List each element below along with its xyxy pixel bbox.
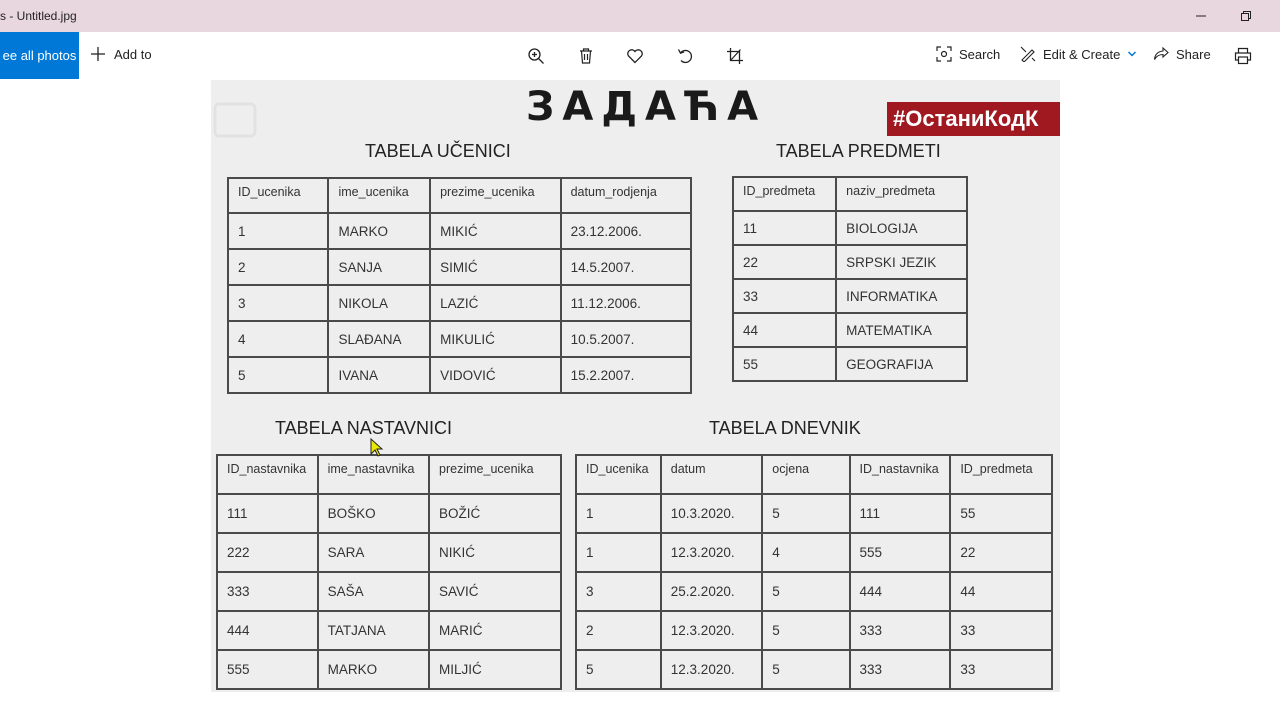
table-row (576, 572, 1052, 611)
table-cell: 333 (850, 650, 951, 689)
table-row (576, 494, 1052, 533)
predmeti-table (732, 176, 968, 382)
table-cell: 555 (850, 533, 951, 572)
table-header: datum_rodjenja (561, 178, 691, 213)
crop-icon (726, 47, 744, 65)
table-row (228, 249, 691, 285)
dnevnik-table (575, 454, 1053, 690)
crop-button[interactable] (725, 46, 745, 66)
table-cell: 4 (762, 533, 849, 572)
table-cell: 12.3.2020. (661, 533, 762, 572)
see-all-photos-button[interactable]: ee all photos (0, 32, 79, 79)
table-cell: BOŠKO (318, 494, 429, 533)
table-cell: SANJA (328, 249, 430, 285)
table-cell: 555 (217, 650, 318, 689)
table-cell: SAŠA (318, 572, 429, 611)
table-cell: 3 (576, 572, 661, 611)
watermark-logo (213, 102, 259, 140)
hashtag-banner: #ОстаниКодК (887, 102, 1060, 136)
table-cell: 5 (762, 494, 849, 533)
table-cell: SARA (318, 533, 429, 572)
table-header-row (576, 455, 1052, 494)
table-header: ID_ucenika (228, 178, 328, 213)
table-header: prezime_ucenika (430, 178, 561, 213)
table-cell: 44 (950, 572, 1052, 611)
table-row (228, 321, 691, 357)
table-header: ocjena (762, 455, 849, 494)
table-cell: MARIĆ (429, 611, 561, 650)
add-to-button[interactable] (90, 46, 152, 62)
table-row (576, 533, 1052, 572)
table-header: prezime_ucenika (429, 455, 561, 494)
table-cell: MIKIĆ (430, 213, 561, 249)
visual-search-icon (936, 46, 952, 62)
table-cell: 11 (733, 211, 836, 245)
photo-viewer-image (211, 80, 1060, 692)
table-header: datum (661, 455, 762, 494)
table-cell: MIKULIĆ (430, 321, 561, 357)
table-cell: LAZIĆ (430, 285, 561, 321)
table-cell: SRPSKI JEZIK (836, 245, 967, 279)
table-cell: NIKOLA (328, 285, 430, 321)
table-cell: 22 (733, 245, 836, 279)
share-button[interactable] (1153, 46, 1211, 62)
table-row (576, 611, 1052, 650)
table-cell: 111 (217, 494, 318, 533)
nastavnici-table (216, 454, 562, 690)
ucenici-caption: TABELA UČENICI (365, 141, 511, 161)
table-row (733, 245, 967, 279)
table-row (733, 211, 967, 245)
table-header: ID_nastavnika (850, 455, 951, 494)
search-label: Search (959, 46, 1001, 62)
table-cell: NIKIĆ (429, 533, 561, 572)
table-cell: 55 (950, 494, 1052, 533)
table-row (576, 650, 1052, 689)
table-cell: MATEMATIKA (836, 313, 967, 347)
table-cell: MARKO (318, 650, 429, 689)
chevron-down-icon (1127, 49, 1137, 59)
share-label: Share (1176, 46, 1211, 62)
plus-icon (90, 46, 106, 62)
table-row (217, 650, 561, 689)
table-cell: 33 (950, 650, 1052, 689)
table-cell: 25.2.2020. (661, 572, 762, 611)
table-row (733, 313, 967, 347)
dnevnik-caption: TABELA DNEVNIK (709, 418, 861, 438)
add-to-label: Add to (114, 46, 152, 62)
minimize-button[interactable] (1191, 6, 1211, 26)
table-cell: 12.3.2020. (661, 650, 762, 689)
table-row (733, 347, 967, 381)
table-header: ime_nastavnika (318, 455, 429, 494)
table-header: ID_ucenika (576, 455, 661, 494)
delete-button[interactable] (576, 46, 596, 66)
table-row (217, 572, 561, 611)
table-cell: 1 (576, 494, 661, 533)
zoom-in-icon (527, 47, 545, 65)
table-cell: 333 (217, 572, 318, 611)
table-cell: 5 (576, 650, 661, 689)
table-cell: 444 (217, 611, 318, 650)
table-cell: 5 (228, 357, 328, 393)
print-button[interactable] (1233, 46, 1253, 66)
table-header: naziv_predmeta (836, 177, 967, 211)
table-cell: VIDOVIĆ (430, 357, 561, 393)
table-cell: SAVIĆ (429, 572, 561, 611)
table-cell: 5 (762, 611, 849, 650)
table-row (228, 357, 691, 393)
table-cell: SLAĐANA (328, 321, 430, 357)
table-cell: 5 (762, 650, 849, 689)
table-cell: 1 (228, 213, 328, 249)
table-header-row (217, 455, 561, 494)
table-cell: 2 (576, 611, 661, 650)
table-cell: 44 (733, 313, 836, 347)
table-row (228, 285, 691, 321)
table-cell: 2 (228, 249, 328, 285)
table-header: ime_ucenika (328, 178, 430, 213)
table-cell: 5 (762, 572, 849, 611)
table-cell: BOŽIĆ (429, 494, 561, 533)
assignment-title: ЗАДАЋА (526, 84, 767, 130)
mouse-cursor-icon (370, 438, 384, 458)
table-cell: 22 (950, 533, 1052, 572)
table-row (733, 279, 967, 313)
table-cell: 222 (217, 533, 318, 572)
favorite-button[interactable] (625, 46, 645, 66)
nastavnici-caption: TABELA NASTAVNICI (275, 418, 453, 438)
table-cell: 33 (950, 611, 1052, 650)
trash-icon (577, 47, 595, 65)
table-cell: 444 (850, 572, 951, 611)
table-cell: 333 (850, 611, 951, 650)
table-row (228, 213, 691, 249)
table-cell: BIOLOGIJA (836, 211, 967, 245)
table-cell: MILJIĆ (429, 650, 561, 689)
table-cell: 10.5.2007. (561, 321, 691, 357)
minimize-icon (1195, 10, 1207, 22)
table-header: ID_nastavnika (217, 455, 318, 494)
table-cell: 3 (228, 285, 328, 321)
heart-icon (626, 47, 644, 65)
table-cell: 55 (733, 347, 836, 381)
table-cell: 10.3.2020. (661, 494, 762, 533)
predmeti-caption: TABELA PREDMETI (776, 141, 941, 161)
table-cell: 33 (733, 279, 836, 313)
table-cell: 14.5.2007. (561, 249, 691, 285)
share-icon (1153, 46, 1169, 62)
table-header-row (228, 178, 691, 213)
search-button[interactable] (936, 46, 1000, 62)
table-cell: SIMIĆ (430, 249, 561, 285)
ucenici-table (227, 177, 692, 394)
table-row (217, 611, 561, 650)
restore-icon (1240, 10, 1252, 22)
table-cell: 15.2.2007. (561, 357, 691, 393)
table-cell: INFORMATIKA (836, 279, 967, 313)
table-cell: 23.12.2006. (561, 213, 691, 249)
table-cell: 11.12.2006. (561, 285, 691, 321)
table-row (217, 494, 561, 533)
table-row (217, 533, 561, 572)
edit-create-label: Edit & Create (1043, 46, 1121, 62)
rotate-icon (676, 47, 694, 65)
table-cell: 12.3.2020. (661, 611, 762, 650)
table-cell: IVANA (328, 357, 430, 393)
title-bar (0, 0, 1280, 32)
edit-create-button[interactable] (1020, 46, 1137, 62)
table-header: ID_predmeta (733, 177, 836, 211)
table-cell: GEOGRAFIJA (836, 347, 967, 381)
rotate-button[interactable] (675, 46, 695, 66)
zoom-button[interactable] (526, 46, 546, 66)
restore-button[interactable] (1236, 6, 1256, 26)
printer-icon (1234, 47, 1252, 65)
toolbar (0, 32, 1280, 80)
table-header-row (733, 177, 967, 211)
table-header: ID_predmeta (950, 455, 1052, 494)
table-cell: 4 (228, 321, 328, 357)
window-title: s - Untitled.jpg (0, 9, 77, 23)
edit-create-icon (1020, 46, 1036, 62)
table-cell: 111 (850, 494, 951, 533)
table-cell: MARKO (328, 213, 430, 249)
table-cell: TATJANA (318, 611, 429, 650)
table-cell: 1 (576, 533, 661, 572)
